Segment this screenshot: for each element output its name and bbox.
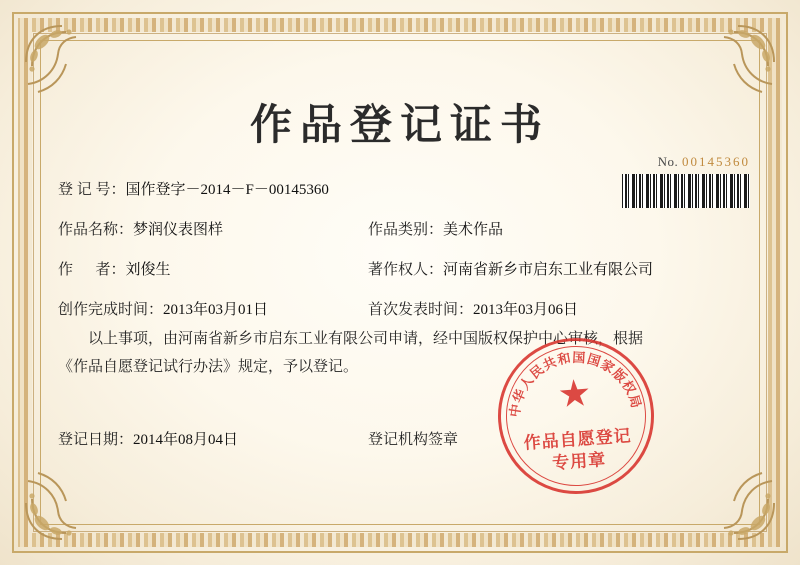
signature-label: 登记机构签章: [368, 432, 459, 448]
statement-line-2: 《作品自愿登记试行办法》规定，予以登记。: [58, 359, 359, 375]
author-field: [58, 258, 368, 279]
work-title-field: [58, 218, 368, 239]
registration-number-value: 国作登字－2014－F－00145360: [125, 182, 329, 198]
first-publication-date-label: 首次发表时间：: [368, 302, 474, 318]
author-value: 刘俊生: [125, 262, 171, 278]
seal-line-2: 专用章: [551, 450, 607, 473]
statement-line-1: 以上事项，由河南省新乡市启东工业有限公司申请，经中国版权保护中心审核，根据: [88, 331, 644, 347]
registration-date-field: [58, 428, 368, 449]
official-seal: [493, 333, 660, 500]
registration-date-label: 登记日期：: [58, 432, 134, 448]
field-row: [58, 218, 742, 239]
work-category-value: 美术作品: [443, 222, 504, 238]
registration-number-label: 登 记 号：: [58, 182, 126, 198]
copyright-owner-label: 著作权人：: [368, 262, 444, 278]
seal-arc-label: 中华人民共和国国家版权局: [506, 349, 645, 419]
page-title: 作品登记证书: [249, 103, 550, 149]
work-title-label: 作品名称：: [58, 222, 134, 238]
work-category-field: [368, 218, 742, 239]
creation-date-label: 创作完成时间：: [58, 302, 164, 318]
copyright-owner-field: [368, 258, 742, 279]
registration-date-value: 2014年08月04日: [133, 432, 239, 448]
work-category-label: 作品类别：: [368, 222, 444, 238]
author-label: 作 者：: [58, 262, 126, 278]
registration-number-field: [58, 178, 368, 199]
field-row: [58, 258, 742, 279]
field-row: [58, 298, 742, 319]
serial-value: 00145360: [682, 154, 750, 169]
fields-block: [58, 178, 742, 338]
creation-date-field: [58, 298, 368, 319]
work-title-value: 梦润仪表图样: [133, 222, 224, 238]
creation-date-value: 2013年03月01日: [163, 302, 269, 318]
copyright-owner-value: 河南省新乡市启东工业有限公司: [443, 262, 654, 278]
field-row: [58, 178, 742, 199]
seal-line-1: 作品自愿登记: [523, 426, 633, 453]
serial-label: No.: [657, 154, 679, 169]
first-publication-date-field: [368, 298, 742, 319]
first-publication-date-value: 2013年03月06日: [473, 302, 579, 318]
serial-number: [658, 154, 750, 170]
